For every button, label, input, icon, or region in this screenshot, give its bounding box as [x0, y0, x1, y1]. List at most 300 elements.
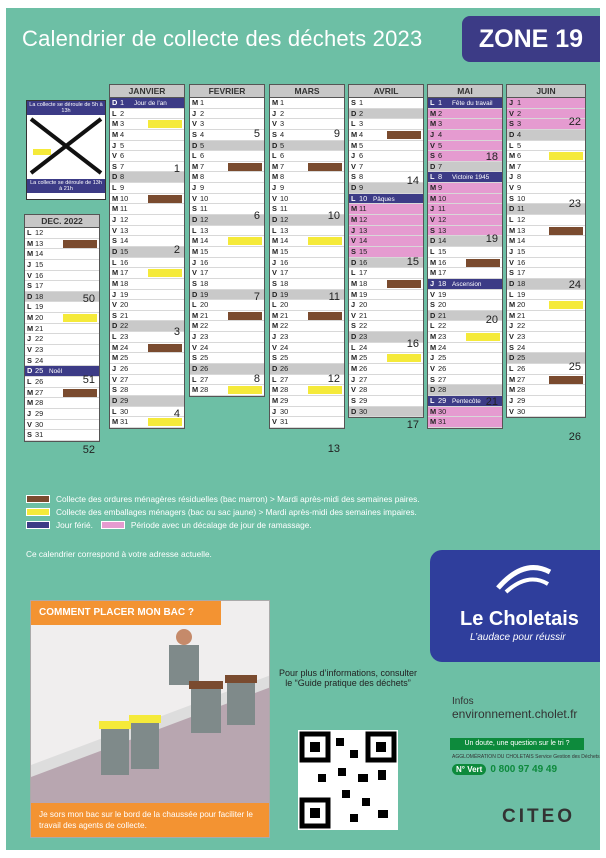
day-number: 26: [280, 364, 289, 374]
holiday-name: Fête du travail: [452, 100, 493, 107]
yellow-swatch: [26, 508, 50, 516]
day-row: [110, 204, 184, 215]
day-number: 21: [438, 310, 447, 320]
day-number: 16: [120, 257, 129, 267]
day-number: 1: [280, 98, 285, 107]
day-row: [507, 183, 585, 194]
day-number: 1: [359, 98, 364, 107]
day-number: 10: [120, 193, 129, 203]
weekday-letter: M: [430, 406, 437, 416]
holiday-swatch: [26, 521, 50, 529]
day-number: 7: [200, 161, 205, 171]
day-row: [110, 258, 184, 269]
weekday-letter: M: [112, 342, 119, 352]
day-row: [270, 332, 344, 343]
weekday-letter: V: [509, 183, 514, 193]
weekday-letter: S: [272, 204, 277, 214]
day-number: 3: [359, 119, 364, 129]
week-number: 10: [327, 209, 340, 222]
weekday-letter: J: [509, 321, 514, 331]
day-number: 24: [517, 342, 526, 352]
day-number: 31: [280, 417, 289, 427]
day-number: 6: [517, 151, 522, 161]
yellow-collection-mark: [148, 269, 182, 277]
weekday-letter: M: [192, 310, 199, 320]
day-row: [507, 141, 585, 152]
day-number: 6: [280, 151, 285, 161]
day-number: 13: [200, 225, 209, 235]
day-row: [507, 268, 585, 279]
day-row: [270, 321, 344, 332]
weekday-letter: S: [430, 374, 435, 384]
weekday-letter: S: [430, 300, 435, 310]
weekday-letter: V: [112, 300, 117, 310]
weekday-letter: J: [272, 108, 277, 118]
week-number: 7: [253, 291, 260, 304]
day-number: 8: [120, 172, 125, 182]
day-row: [507, 321, 585, 332]
day-row: [507, 311, 585, 322]
yellow-collection-mark: [466, 333, 500, 341]
week-number: 51: [82, 374, 95, 387]
day-row: [110, 364, 184, 375]
weekday-letter: D: [430, 310, 436, 320]
day-row: [349, 109, 423, 120]
month-4: [348, 84, 424, 432]
day-number: 14: [120, 236, 129, 246]
weekday-letter: D: [430, 385, 436, 395]
weekday-letter: S: [192, 204, 197, 214]
weekday-letter: S: [509, 193, 514, 203]
day-row: [190, 162, 264, 173]
day-number: 22: [438, 321, 447, 331]
day-number: 4: [359, 129, 364, 139]
day-number: 5: [359, 140, 364, 150]
weekday-letter: M: [351, 364, 358, 374]
weekday-letter: V: [272, 119, 277, 129]
day-number: 22: [280, 321, 289, 331]
weekday-letter: V: [509, 332, 514, 342]
weekday-letter: L: [430, 98, 435, 107]
day-number: 3: [438, 119, 443, 129]
brand-tagline: L’audace pour réussir: [470, 632, 566, 643]
day-number: 14: [35, 249, 44, 259]
brand-panel: [430, 550, 600, 662]
weekday-letter: J: [272, 332, 277, 342]
day-number: 7: [120, 161, 125, 171]
page-title: Calendrier de collecte des déchets 2023: [22, 26, 423, 51]
service-note: AGGLOMÉRATION DU CHOLETAIS Service Gestion des Déchets: [452, 754, 600, 760]
day-number: 6: [438, 151, 443, 161]
weekday-letter: V: [192, 193, 197, 203]
day-number: 8: [359, 172, 364, 182]
day-row: [428, 258, 502, 269]
day-number: 10: [517, 193, 526, 203]
day-row: [349, 279, 423, 290]
day-number: 22: [120, 321, 129, 331]
day-row: [190, 311, 264, 322]
weekday-letter: V: [430, 140, 435, 150]
week-number: 13: [327, 442, 340, 455]
day-number: 12: [517, 215, 526, 225]
weekday-letter: S: [430, 151, 435, 161]
brown-collection-mark: [549, 227, 583, 235]
day-row: [349, 141, 423, 152]
day-number: 30: [517, 406, 526, 416]
weekday-letter: V: [430, 215, 435, 225]
weekday-letter: M: [27, 398, 34, 408]
day-number: 28: [120, 385, 129, 395]
day-number: 25: [280, 353, 289, 363]
day-number: 5: [120, 140, 125, 150]
day-number: 13: [438, 225, 447, 235]
day-number: 14: [359, 236, 368, 246]
weekday-letter: J: [112, 289, 117, 299]
howto-title: COMMENT PLACER MON BAC ?: [31, 601, 221, 625]
day-number: 5: [200, 140, 205, 150]
day-number: 28: [438, 385, 447, 395]
week-number: 19: [485, 232, 498, 245]
brown-collection-mark: [549, 376, 583, 384]
day-number: 18: [359, 278, 368, 288]
day-number: 22: [35, 334, 44, 344]
day-row: [270, 396, 344, 407]
day-number: 15: [359, 246, 368, 256]
month-5: [427, 84, 503, 429]
day-row: [25, 239, 99, 250]
day-row: [349, 162, 423, 173]
day-number: 30: [120, 406, 129, 416]
week-number: 22: [568, 116, 581, 129]
day-row: [428, 290, 502, 301]
day-row: [110, 141, 184, 152]
day-number: 20: [35, 313, 44, 323]
day-number: 13: [517, 225, 526, 235]
day-row: [25, 420, 99, 431]
day-number: 25: [517, 353, 526, 363]
weekday-letter: V: [272, 342, 277, 352]
week-number: 3: [173, 326, 180, 338]
weekday-letter: M: [192, 236, 199, 246]
weekday-letter: M: [112, 353, 119, 363]
day-row: [428, 162, 502, 173]
weekday-letter: M: [351, 353, 358, 363]
day-number: 20: [359, 300, 368, 310]
day-row: [110, 109, 184, 120]
day-number: 3: [517, 119, 522, 129]
day-row: [25, 356, 99, 367]
day-row: [428, 141, 502, 152]
weekday-letter: S: [272, 129, 277, 139]
day-number: 6: [120, 151, 125, 161]
phone-number[interactable]: 0 800 97 49 49: [490, 764, 558, 775]
weekday-letter: M: [351, 289, 358, 299]
green-question-bar: Un doute, une question sur le tri ?: [450, 738, 584, 750]
day-number: 8: [280, 172, 285, 182]
day-number: 17: [438, 268, 447, 278]
weekday-letter: L: [272, 225, 277, 235]
day-number: 12: [280, 215, 289, 225]
day-number: 3: [200, 119, 205, 129]
day-row: [110, 279, 184, 290]
day-number: 28: [35, 398, 44, 408]
day-number: 18: [280, 278, 289, 288]
day-number: 21: [517, 310, 526, 320]
day-number: 23: [359, 332, 368, 342]
day-row: [110, 98, 184, 109]
day-number: 2: [120, 108, 125, 118]
weekday-letter: M: [430, 108, 437, 118]
day-number: 25: [120, 353, 129, 363]
day-row: [190, 183, 264, 194]
weekday-letter: V: [351, 161, 356, 171]
weekday-letter: S: [192, 353, 197, 363]
day-number: 29: [280, 395, 289, 405]
day-row: [349, 215, 423, 226]
weekday-letter: M: [351, 129, 358, 139]
brand-name: Le Choletais: [460, 608, 579, 630]
phone-row: [452, 764, 557, 775]
day-row: [349, 236, 423, 247]
day-row: [270, 162, 344, 173]
legend-row-brown: [26, 492, 420, 505]
weekday-letter: V: [509, 406, 514, 416]
day-number: 27: [359, 374, 368, 384]
inset-bottom-text: La collecte se déroule de 13h à 21h: [27, 179, 105, 193]
day-number: 24: [438, 342, 447, 352]
brown-collection-mark: [228, 312, 262, 320]
day-row: [110, 396, 184, 407]
day-number: 20: [438, 300, 447, 310]
site-url[interactable]: environnement.cholet.fr: [452, 707, 578, 721]
day-number: 13: [120, 225, 129, 235]
day-number: 19: [35, 302, 44, 312]
day-number: 21: [280, 310, 289, 320]
weekday-letter: L: [509, 140, 514, 150]
weekday-letter: L: [509, 289, 514, 299]
day-row: [428, 417, 502, 428]
weekday-letter: D: [272, 215, 278, 225]
weekday-letter: M: [272, 385, 279, 395]
day-row: [25, 430, 99, 441]
day-number: 13: [35, 238, 44, 248]
month-3: [269, 84, 345, 455]
weekday-letter: S: [112, 385, 117, 395]
brown-collection-mark: [148, 195, 182, 203]
weekday-letter: L: [430, 395, 435, 405]
day-number: 18: [120, 278, 129, 288]
inset-top-text: La collecte se déroule de 5h à 13h: [27, 101, 105, 115]
week-number: 20: [485, 314, 498, 327]
weekday-letter: V: [272, 268, 277, 278]
weekday-letter: D: [509, 353, 515, 363]
weekday-letter: S: [192, 129, 197, 139]
day-row: [507, 236, 585, 247]
day-row: [428, 407, 502, 418]
weekday-letter: L: [351, 342, 356, 352]
day-row: [349, 311, 423, 322]
weekday-letter: M: [430, 183, 437, 193]
day-row: [428, 119, 502, 130]
day-number: 23: [517, 332, 526, 342]
month-header: MAI: [428, 85, 502, 98]
info-text: Pour plus d’informations, consulter le “Guide pratique des déchets”: [278, 668, 418, 688]
day-number: 19: [120, 289, 129, 299]
day-number: 27: [200, 374, 209, 384]
day-number: 29: [35, 408, 44, 418]
week-number: 14: [406, 174, 419, 187]
day-row: [428, 183, 502, 194]
week-number: 17: [406, 419, 419, 432]
weekday-letter: J: [112, 140, 117, 150]
day-number: 2: [200, 108, 205, 118]
day-number: 10: [438, 193, 447, 203]
legend-holiday-text: Jour férié.: [56, 519, 93, 530]
weekday-letter: J: [192, 257, 197, 267]
yellow-collection-mark: [549, 301, 583, 309]
day-row: [110, 119, 184, 130]
day-row: [349, 300, 423, 311]
weekday-letter: L: [351, 119, 356, 129]
weekday-letter: M: [272, 321, 279, 331]
day-number: 29: [438, 395, 447, 405]
weekday-letter: L: [27, 376, 32, 386]
weekday-letter: D: [27, 291, 33, 301]
weekday-letter: J: [430, 278, 435, 288]
weekday-letter: D: [272, 364, 278, 374]
day-row: [25, 313, 99, 324]
day-row: [110, 290, 184, 301]
day-row: [507, 215, 585, 226]
legend-pink-text: Période avec un décalage de jour de ramassage.: [130, 519, 312, 530]
day-row: [428, 194, 502, 205]
day-row: [190, 151, 264, 162]
weekday-letter: M: [272, 246, 279, 256]
month-1: [109, 84, 185, 429]
day-number: 23: [200, 332, 209, 342]
weekday-letter: D: [112, 395, 118, 405]
site-label: Infos: [452, 696, 474, 707]
weekday-letter: D: [351, 332, 357, 342]
day-row: [270, 109, 344, 120]
day-row: [349, 364, 423, 375]
day-number: 4: [280, 129, 285, 139]
day-number: 23: [35, 345, 44, 355]
day-row: [507, 172, 585, 183]
day-number: 6: [200, 151, 205, 161]
day-number: 2: [359, 108, 364, 118]
weekday-letter: S: [351, 321, 356, 331]
yellow-collection-mark: [549, 152, 583, 160]
weekday-letter: M: [112, 417, 119, 427]
weekday-letter: M: [509, 225, 516, 235]
day-number: 21: [120, 310, 129, 320]
day-row: [270, 353, 344, 364]
weekday-letter: S: [351, 395, 356, 405]
weekday-letter: D: [192, 215, 198, 225]
week-number: 12: [327, 372, 340, 385]
weekday-letter: D: [351, 108, 357, 118]
weekday-letter: D: [272, 140, 278, 150]
day-number: 27: [517, 374, 526, 384]
weekday-letter: J: [430, 353, 435, 363]
day-row: [428, 109, 502, 120]
day-row: [190, 268, 264, 279]
day-number: 7: [517, 161, 522, 171]
day-number: 22: [359, 321, 368, 331]
day-number: 15: [438, 246, 447, 256]
weekday-letter: L: [192, 300, 197, 310]
day-number: 28: [280, 385, 289, 395]
day-row: [110, 343, 184, 354]
weekday-letter: M: [430, 342, 437, 352]
month-header: MARS: [270, 85, 344, 98]
weekday-letter: S: [112, 236, 117, 246]
weekday-letter: V: [112, 374, 117, 384]
day-row: [507, 407, 585, 418]
weekday-letter: L: [112, 257, 117, 267]
weekday-letter: J: [272, 257, 277, 267]
weekday-letter: D: [112, 98, 118, 107]
day-row: [110, 385, 184, 396]
day-row: [428, 364, 502, 375]
qr-code[interactable]: [298, 730, 398, 830]
weekday-letter: M: [272, 236, 279, 246]
day-number: 6: [359, 151, 364, 161]
legend-row-holiday-pink: [26, 518, 420, 531]
day-row: [507, 385, 585, 396]
weekday-letter: M: [272, 161, 279, 171]
weekday-letter: M: [272, 310, 279, 320]
weekday-letter: J: [192, 108, 197, 118]
day-number: 26: [438, 364, 447, 374]
weekday-letter: L: [112, 108, 117, 118]
brown-collection-mark: [63, 240, 97, 248]
week-number: 16: [406, 337, 419, 350]
day-number: 30: [359, 406, 368, 416]
month-header: FEVRIER: [190, 85, 264, 98]
day-number: 27: [438, 374, 447, 384]
weekday-letter: M: [430, 417, 437, 427]
yellow-collection-mark: [308, 386, 342, 394]
day-number: 12: [35, 228, 44, 237]
weekday-letter: J: [509, 98, 514, 107]
day-row: [507, 258, 585, 269]
day-row: [270, 183, 344, 194]
day-row: [190, 258, 264, 269]
choletais-logo-icon: [494, 562, 554, 596]
month-0: [24, 214, 100, 457]
day-number: 17: [359, 268, 368, 278]
brown-collection-mark: [228, 163, 262, 171]
weekday-letter: L: [272, 374, 277, 384]
day-row: [190, 353, 264, 364]
yellow-collection-mark: [308, 237, 342, 245]
day-number: 16: [35, 270, 44, 280]
weekday-letter: M: [430, 119, 437, 129]
day-number: 20: [280, 300, 289, 310]
weekday-letter: J: [351, 374, 356, 384]
weekday-letter: D: [192, 289, 198, 299]
day-row: [270, 343, 344, 354]
day-number: 31: [35, 430, 44, 440]
legend-row-yellow: [26, 505, 420, 518]
day-row: [190, 109, 264, 120]
yellow-collection-mark: [63, 314, 97, 322]
day-row: [349, 226, 423, 237]
day-number: 17: [120, 268, 129, 278]
weekday-letter: L: [351, 268, 356, 278]
